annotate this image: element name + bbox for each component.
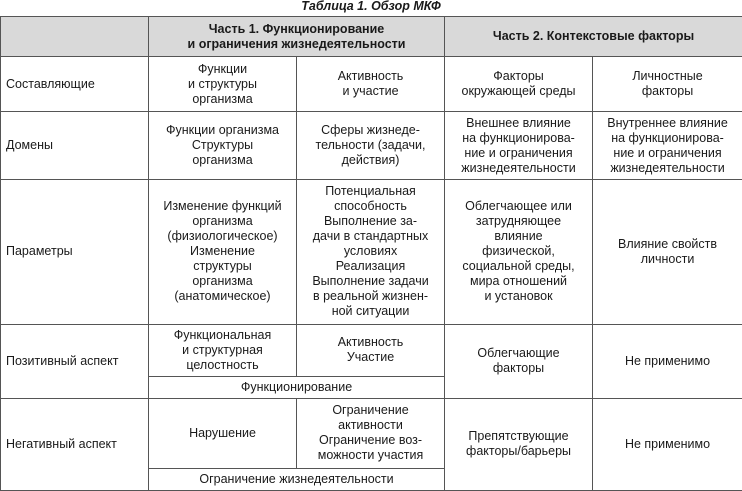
cell-line: действия) [341,153,400,168]
cell-line: условиях [343,244,398,259]
domains-activity [297,112,445,180]
cell-line: затрудняющее [475,214,562,229]
negative-body-functions: Нарушение [149,398,297,468]
cell-line: Ограничение [332,403,409,418]
positive-personal: Не применимо [593,324,742,398]
domains-personal [593,112,742,180]
components-body-functions [149,57,297,112]
cell-line: Личностные [632,69,703,84]
cell-line: (физиологическое) [167,229,278,244]
cell-line: дачи в стандартных [312,229,429,244]
cell-line: целостность [186,357,259,372]
cell-line: Факторы [493,69,544,84]
table-row-components [1,57,742,112]
cell-line: на функционирова- [611,130,724,145]
cell-line: Изменение функций [163,199,282,214]
row-label: Составляющие [1,57,149,112]
cell-line: Влияние свойств [618,236,718,251]
cell-line: Участие [346,350,395,365]
cell-line: физической, [482,244,555,259]
cell-line: организма [192,91,253,106]
cell-line: влияние [494,229,543,244]
row-label: Параметры [1,180,149,324]
positive-merged-functioning: Функционирование [149,376,445,398]
negative-personal: Не применимо [593,398,742,490]
header-part1-line: Часть 1. Функционирование [208,21,385,36]
icf-overview-table [0,16,742,491]
cell-line: Структуры [191,138,254,153]
cell-line: и установок [484,289,553,304]
cell-line: мира отношений [469,274,568,289]
positive-environment [445,324,593,398]
parameters-environment [445,180,593,324]
components-activity [297,57,445,112]
cell-line: и участие [342,84,399,99]
row-label: Негативный аспект [1,398,149,490]
parameters-body-functions [149,180,297,324]
cell-line: организма [192,153,253,168]
cell-line: Выполнение за- [323,214,418,229]
table-row-parameters [1,180,742,324]
cell-line: и структурная [182,342,263,357]
cell-line: в реальной жизнен- [312,289,429,304]
cell-line: Выполнение задачи [312,274,429,289]
cell-line: факторы [492,361,545,376]
negative-environment [445,398,593,490]
cell-line: Препятствующие [468,429,569,444]
cell-line: Облегчающее или [465,199,572,214]
positive-activity [297,324,445,376]
cell-line: и структуры [187,76,257,91]
negative-activity [297,398,445,468]
cell-line: структуры [193,259,252,274]
cell-line: Активность [337,335,404,350]
cell-line: активности [338,418,403,433]
cell-line: ние и ограничения [464,145,573,160]
cell-line: социальной среды, [462,259,575,274]
table-row-negative [1,398,742,468]
domains-environment [445,112,593,180]
header-part2: Часть 2. Контекстовые факторы [445,17,742,57]
cell-line: Реализация [335,259,406,274]
parameters-personal [593,180,742,324]
cell-line: ние и ограничения [613,145,722,160]
cell-line: Ограничение воз- [318,433,423,448]
domains-body-functions [149,112,297,180]
cell-line: тельности (задачи, [315,138,426,153]
cell-line: жизнедеятельности [461,160,576,175]
parameters-activity [297,180,445,324]
cell-line: способность [334,199,407,214]
cell-line: на функционирова- [462,130,575,145]
components-environment [445,57,593,112]
header-empty-cell [1,17,149,57]
cell-line: Активность [337,69,404,84]
cell-line: окружающей среды [461,84,576,99]
header-part1-line: и ограничения жизнедеятельности [187,36,406,51]
row-label: Домены [1,112,149,180]
row-label: Позитивный аспект [1,324,149,398]
components-personal [593,57,742,112]
positive-body-functions [149,324,297,376]
table-header-row [1,17,742,57]
cell-line: Внутреннее влияние [607,115,728,130]
cell-line: Изменение [190,244,255,259]
cell-line: Функции [197,61,248,76]
cell-line: Облегчающие [477,346,560,361]
cell-line: Внешнее влияние [466,115,571,130]
cell-line: факторы [641,84,694,99]
cell-line: Потенциальная [325,184,416,199]
cell-line: Сферы жизнеде- [321,123,420,138]
cell-line: Функции организма [165,123,280,138]
cell-line: жизнедеятельности [610,160,725,175]
cell-line: Функциональная [173,327,272,342]
cell-line: можности участия [317,448,424,463]
header-part1 [149,17,445,57]
table-row-domains [1,112,742,180]
table-caption: Таблица 1. Обзор МКФ [301,0,441,13]
cell-line: личности [640,251,695,266]
cell-line: организма [192,274,253,289]
negative-merged-disability: Ограничение жизнедеятельности [149,468,445,490]
cell-line: ной ситуации [331,304,410,319]
cell-line: (анатомическое) [174,289,271,304]
table-row-positive [1,324,742,376]
cell-line: организма [192,214,253,229]
cell-line: факторы/барьеры [466,444,571,459]
